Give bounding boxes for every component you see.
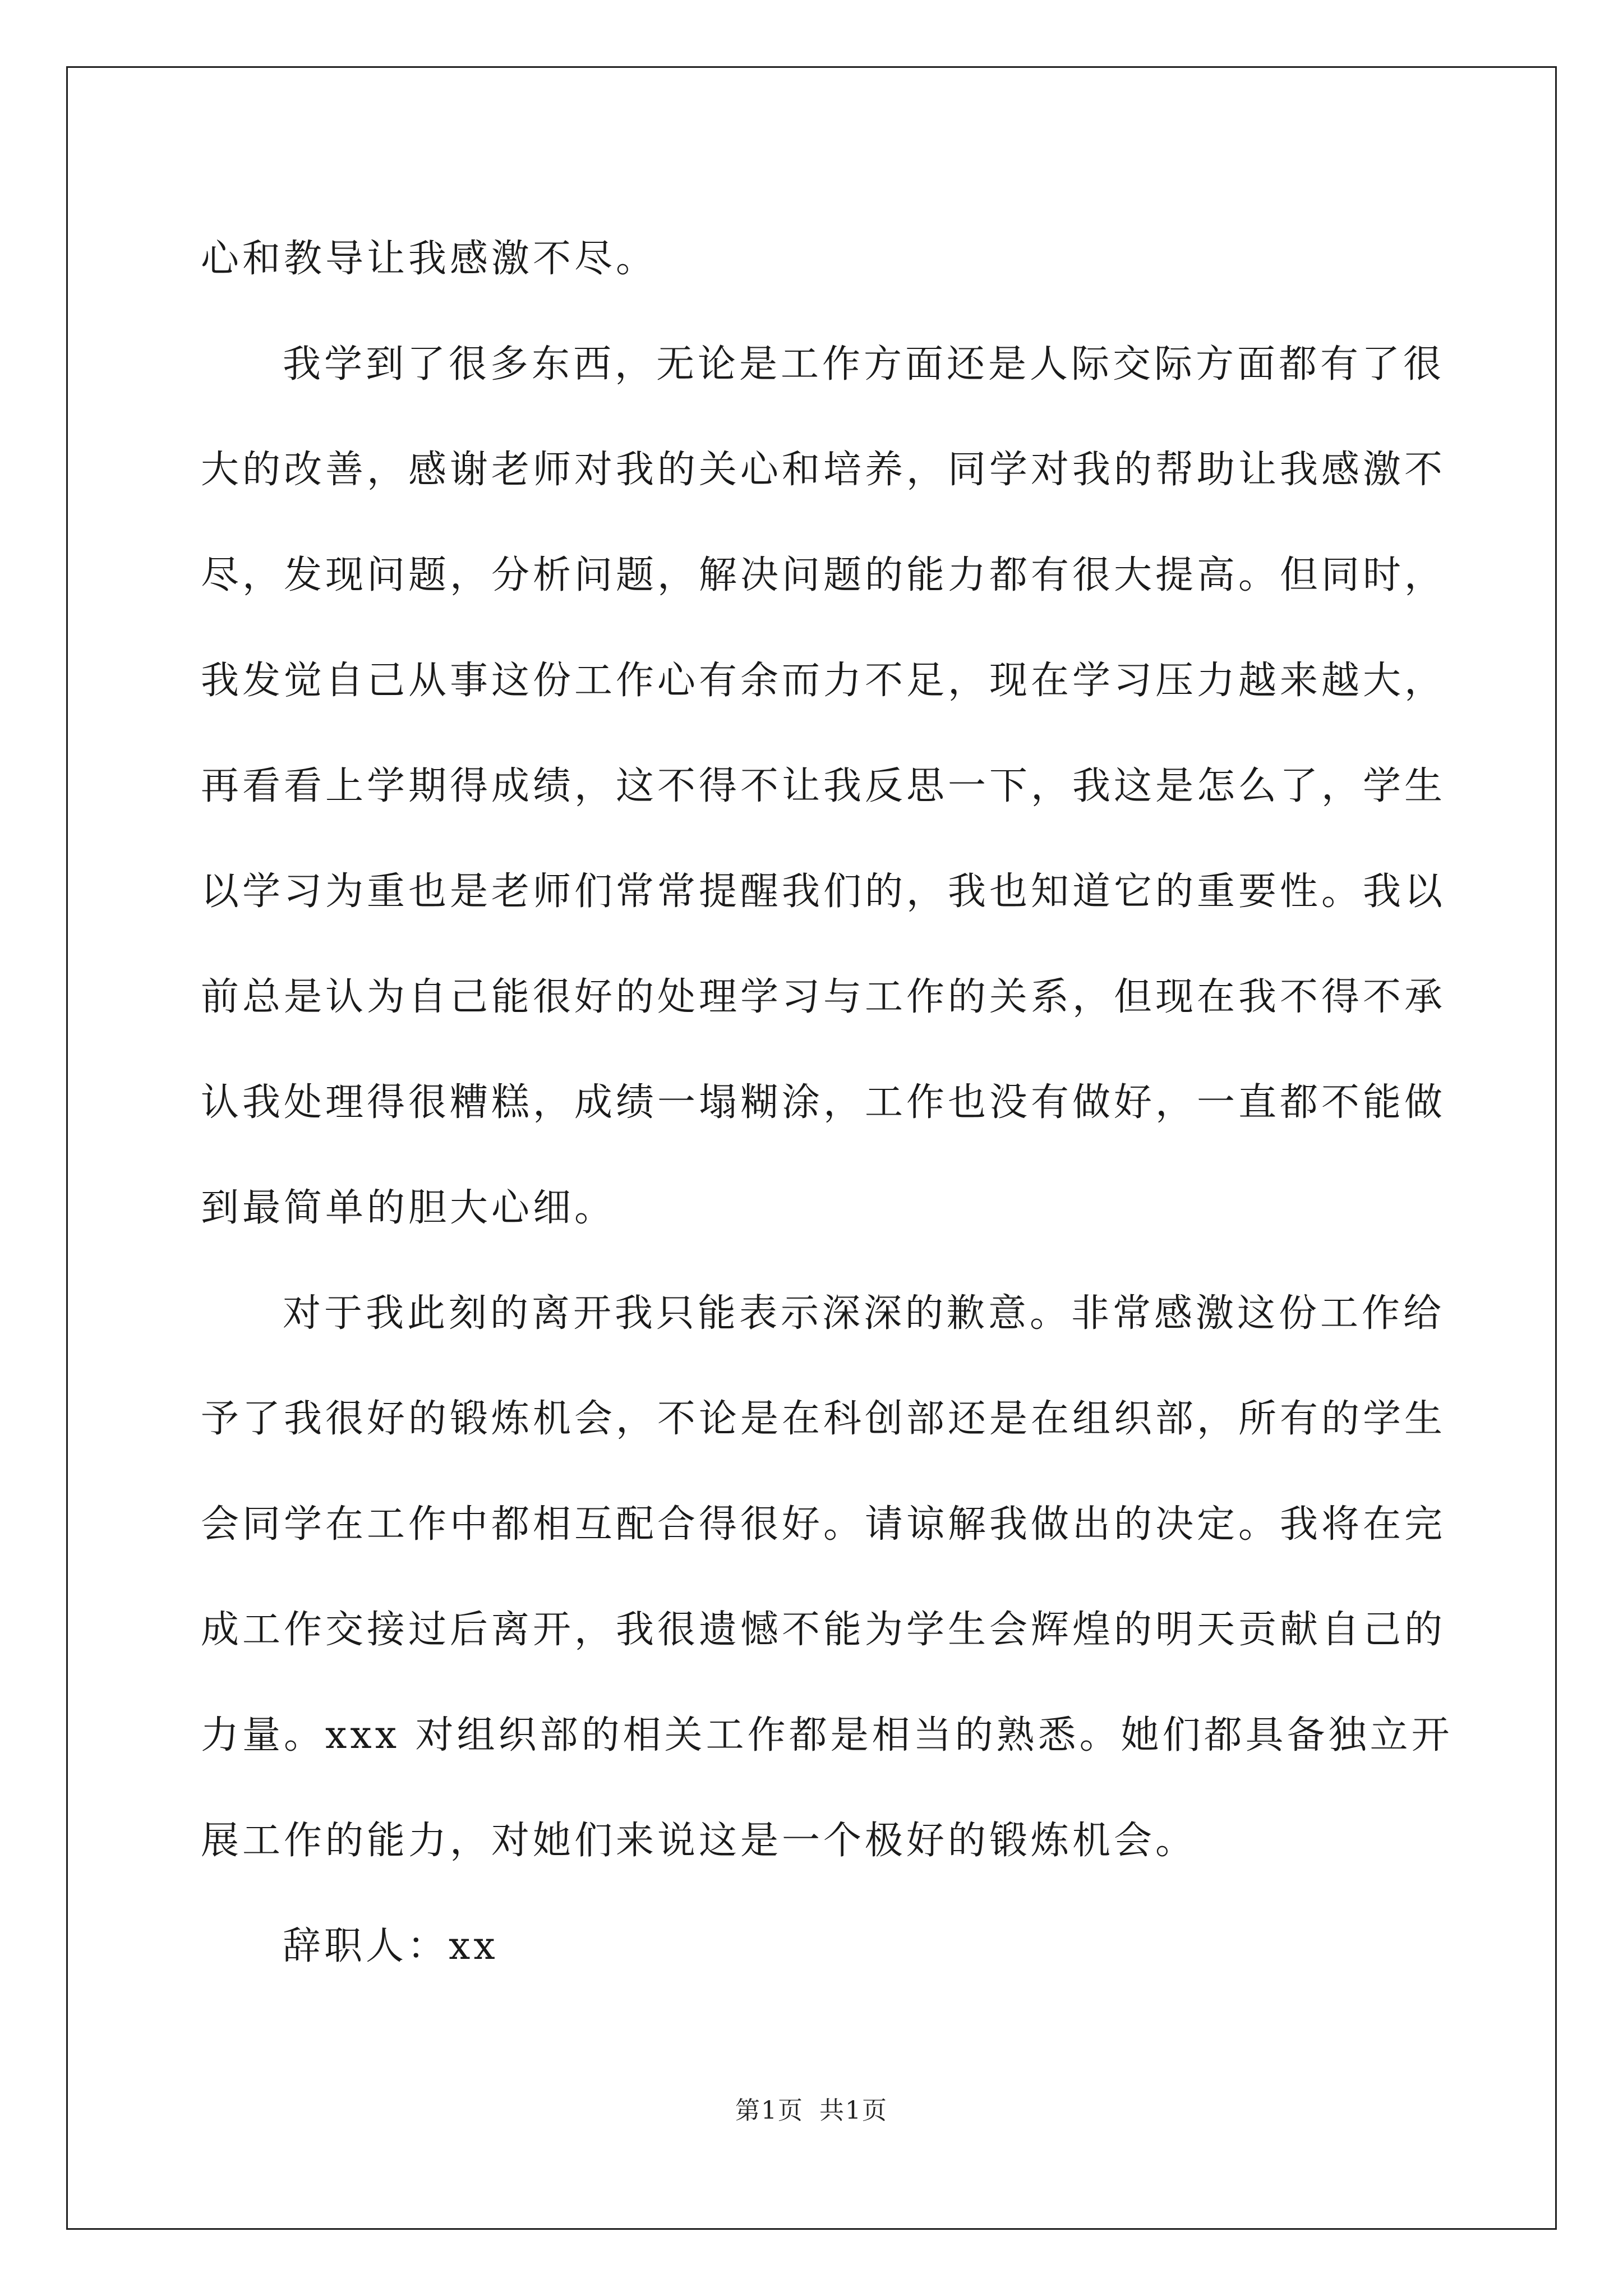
paragraph [201, 206, 1435, 312]
signature-line: 辞职人：xx [283, 1924, 499, 1968]
text-line: 尽，发现问题，分析问题，解决问题的能力都有很大提高。但同时， [201, 553, 1446, 597]
text-line: 我学到了很多东西，无论是工作方面还是人际交际方面都有了很 [283, 342, 1445, 386]
text-line: 心和教导让我感激不尽。 [201, 237, 658, 281]
text-line: 认我处理得很糟糕，成绩一塌糊涂，工作也没有做好，一直都不能做 [201, 1080, 1446, 1125]
text-line: 我发觉自己从事这份工作心有余而力不足，现在学习压力越来越大， [201, 659, 1446, 703]
page-number: 第1页 [735, 2096, 804, 2125]
paragraph [201, 312, 1446, 1261]
text-line: 以学习为重也是老师们常常提醒我们的，我也知道它的重要性。我以 [201, 869, 1446, 914]
text-line: 成工作交接过后离开，我很遗憾不能为学生会辉煌的明天贡献自己的 [201, 1608, 1446, 1652]
text-line: 大的改善，感谢老师对我的关心和培养，同学对我的帮助让我感激不 [201, 448, 1446, 492]
text-line: 予了我很好的锻炼机会，不论是在科创部还是在组织部，所有的学生 [201, 1397, 1446, 1441]
paragraph [201, 1261, 1453, 1894]
document-body [201, 206, 1453, 1999]
text-line: 再看看上学期得成绩，这不得不让我反思一下，我这是怎么了，学生 [201, 764, 1446, 808]
signature-block [201, 1894, 1435, 1999]
page-total: 共1页 [819, 2096, 888, 2125]
page-footer [0, 2090, 1623, 2126]
text-line: 前总是认为自己能很好的处理学习与工作的关系，但现在我不得不承 [201, 975, 1446, 1019]
text-line: 力量。xxx 对组织部的相关工作都是相当的熟悉。她们都具备独立开 [201, 1713, 1453, 1757]
text-line: 展工作的能力，对她们来说这是一个极好的锻炼机会。 [201, 1819, 1197, 1863]
text-line: 到最简单的胆大心细。 [201, 1186, 616, 1230]
text-line: 对于我此刻的离开我只能表示深深的歉意。非常感激这份工作给 [283, 1291, 1445, 1336]
text-line: 会同学在工作中都相互配合得很好。请谅解我做出的决定。我将在完 [201, 1502, 1446, 1547]
